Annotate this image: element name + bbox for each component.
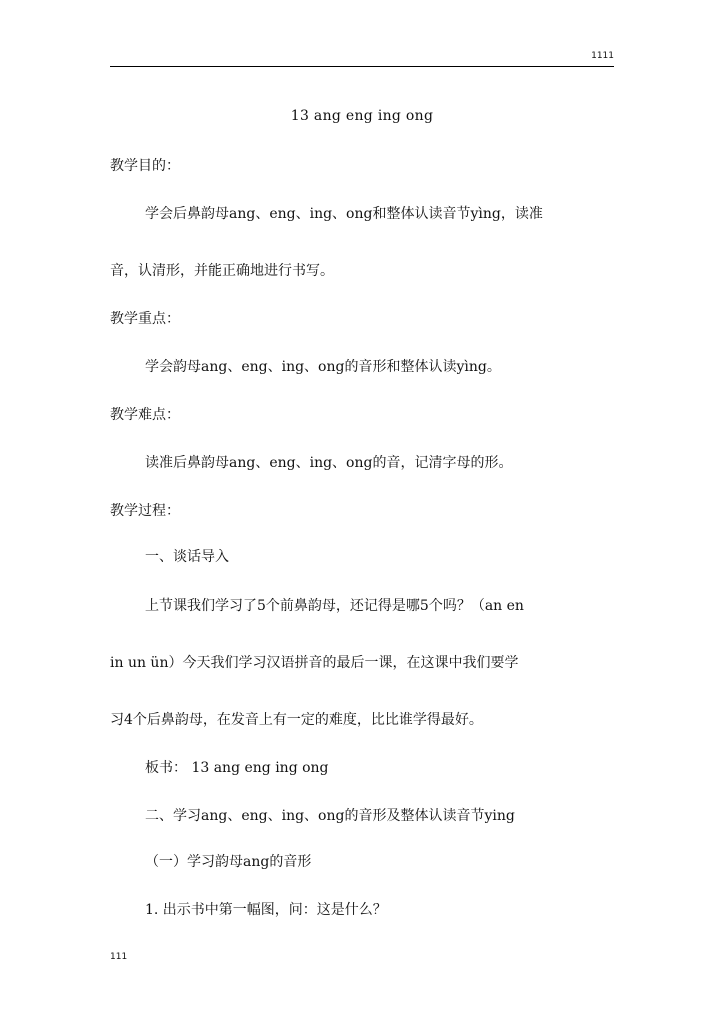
header-page-number: 1111: [591, 51, 614, 61]
step1-line-1: 上节课我们学习了5个前鼻韵母，还记得是哪5个吗？（an en: [145, 598, 524, 614]
objective-line-1: 学会后鼻韵母ang、eng、ing、ong和整体认读音节yìng，读准: [145, 206, 543, 222]
process-heading: 教学过程：: [110, 503, 180, 519]
board-writing: 板书： 13 ang eng ing ong: [145, 760, 329, 776]
header-rule: [110, 66, 614, 67]
step1-line-2: in un ün）今天我们学习汉语拼音的最后一课，在这课中我们要学: [110, 655, 519, 671]
key-points-line: 学会韵母ang、eng、ing、ong的音形和整体认读yìng。: [145, 359, 501, 375]
step1-line-3: 习4个后鼻韵母，在发音上有一定的难度，比比谁学得最好。: [110, 712, 483, 728]
footer-page-number: 111: [110, 952, 128, 962]
step2-item-1: 1. 出示书中第一幅图，问：这是什么？: [145, 902, 387, 918]
step2-heading: 二、学习ang、eng、ing、ong的音形及整体认读音节ying: [145, 808, 515, 824]
key-points-heading: 教学重点：: [110, 311, 180, 327]
step1-heading: 一、谈话导入: [145, 549, 229, 565]
difficulties-heading: 教学难点：: [110, 407, 180, 423]
step2-subheading-1: （一）学习韵母ang的音形: [145, 854, 312, 870]
difficulties-line: 读准后鼻韵母ang、eng、ing、ong的音，记清字母的形。: [145, 455, 513, 471]
objective-heading: 教学目的：: [110, 158, 180, 174]
objective-line-2: 音，认清形，并能正确地进行书写。: [110, 263, 334, 279]
lesson-title: 13 ang eng ing ong: [290, 108, 434, 124]
